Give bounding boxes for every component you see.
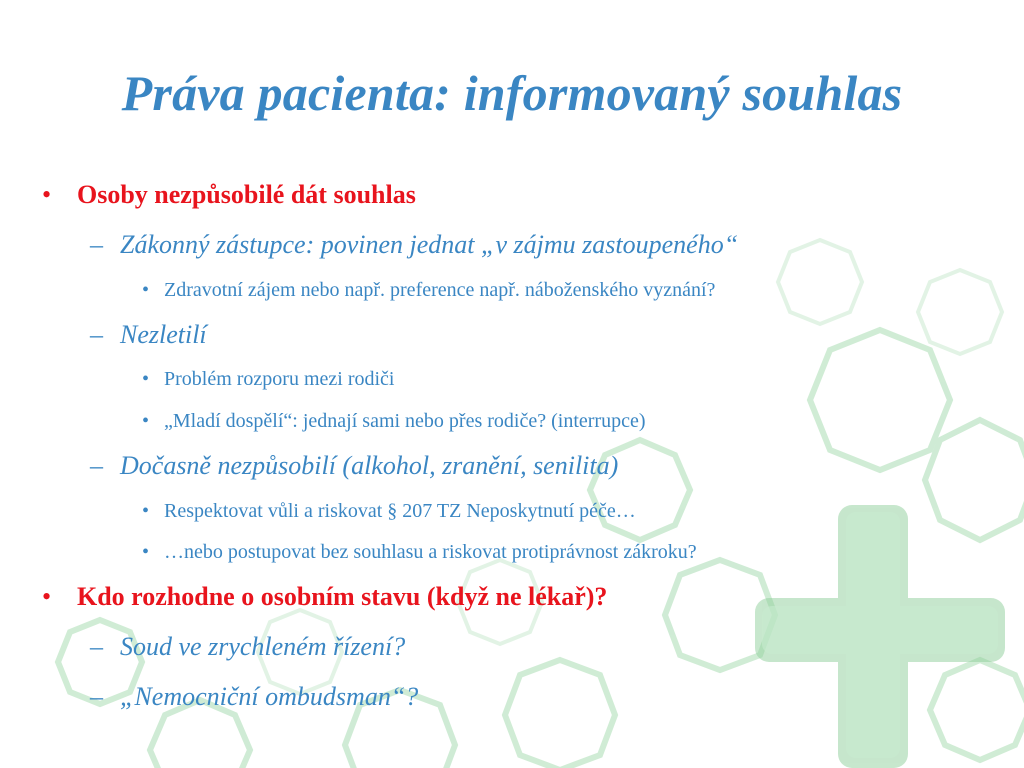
list-item	[90, 320, 207, 350]
dash-marker: –	[90, 632, 103, 661]
list-item	[90, 451, 619, 481]
list-item	[142, 279, 716, 302]
slide-title: Práva pacienta: informovaný souhlas	[121, 65, 903, 121]
list-item	[90, 632, 406, 662]
list-item	[90, 682, 419, 712]
list-item	[142, 500, 636, 523]
list-item-text: Osoby nezpůsobilé dát souhlas	[77, 180, 416, 209]
bullet-marker: •	[142, 279, 150, 301]
list-item-text: Zákonný zástupce: povinen jednat „v zájmu zastoupeného“	[120, 230, 739, 259]
list-item	[142, 410, 646, 433]
list-item	[42, 180, 416, 210]
dash-marker: –	[90, 451, 103, 480]
dash-marker: –	[90, 682, 103, 711]
bullet-marker: •	[42, 582, 52, 611]
dash-marker: –	[90, 230, 103, 259]
list-item-text: …nebo postupovat bez souhlasu a riskovat protiprávnost zákroku?	[164, 541, 697, 563]
list-item-text: Dočasně nezpůsobilí (alkohol, zranění, senilita)	[120, 451, 619, 480]
bullet-marker: •	[142, 410, 150, 432]
list-item	[142, 541, 697, 564]
list-item-text: Soud ve zrychleném řízení?	[120, 632, 406, 661]
list-item-text: Nezletilí	[120, 320, 207, 349]
dash-marker: –	[90, 320, 103, 349]
bullet-marker: •	[142, 541, 150, 563]
list-item	[42, 582, 608, 612]
bullet-marker: •	[142, 500, 150, 522]
list-item	[142, 368, 395, 391]
list-item-text: Kdo rozhodne o osobním stavu (když ne lékař)?	[77, 582, 608, 611]
list-item-text: Zdravotní zájem nebo např. preference např. náboženského vyznání?	[164, 279, 716, 301]
list-item-text: Problém rozporu mezi rodiči	[164, 368, 395, 390]
list-item-text: Respektovat vůli a riskovat § 207 TZ Neposkytnutí péče…	[164, 500, 636, 522]
list-item	[90, 230, 739, 260]
list-item-text: „Mladí dospělí“: jednají sami nebo přes rodiče? (interrupce)	[164, 410, 646, 432]
bullet-marker: •	[142, 368, 150, 390]
list-item-text: „Nemocniční ombudsman“?	[120, 682, 419, 711]
bullet-marker: •	[42, 180, 52, 209]
